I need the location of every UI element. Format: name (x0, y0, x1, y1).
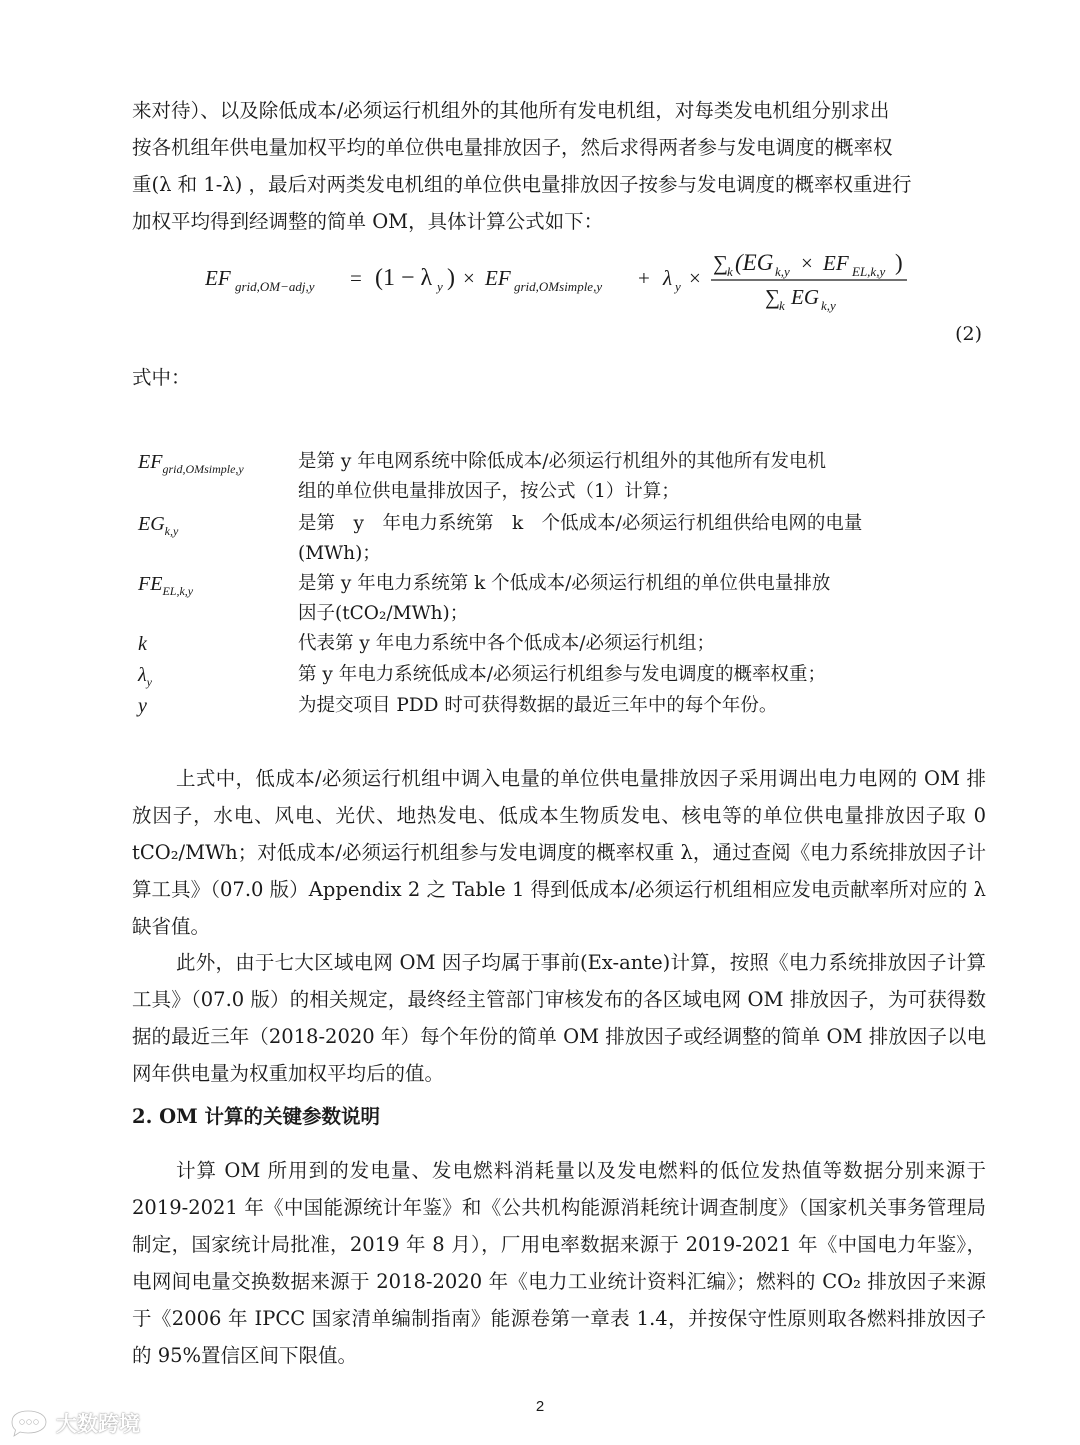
section-title: 2. OM 计算的关键参数说明 (132, 1105, 381, 1128)
formula-lambda: λ (663, 266, 673, 290)
formula-den-eg: EG (791, 285, 819, 309)
formula-den-eg-sub: k,y (821, 298, 836, 313)
intro-paragraph (132, 92, 986, 240)
formula-paren-close: ) (447, 265, 455, 291)
definition-row (138, 660, 928, 691)
definition-row (138, 691, 928, 722)
where-label: 式中： (132, 366, 191, 389)
formula-paren-sub: y (437, 279, 443, 294)
paragraph-1: 上式中，低成本/必须运行机组中调入电量的单位供电量排放因子采用调出电力电网的 OM 排放因子，水电、风电、光伏、地热发电、低成本生物质发电、核电等的单位供电量排放因子取 0 tCO₂/MWh；对低成本/必须运行机组参与发电调度的概率权重 λ，通过查阅《电力系统排放因子计算工具》（07.0 版）Appendix 2 之 Table 1 得到低成本/必须运行机组相应发电贡献率所对应的 λ 缺省值。 (132, 767, 986, 938)
formula-num-sum: ∑ (713, 251, 728, 275)
definition-symbol: $EF_{grid,OMsimple,y}$ (138, 451, 244, 476)
watermark (8, 1408, 140, 1438)
definition-symbol: k (138, 633, 147, 655)
intro-line-2: 按各机组年供电量加权平均的单位供电量排放因子，然后求得两者参与发电调度的概率权 (132, 136, 893, 159)
formula-ef: EF (485, 266, 511, 290)
formula-num-eg-sub: k,y (775, 264, 790, 279)
formula-lambda-sub: y (675, 279, 681, 294)
definition-symbol: y (138, 695, 147, 717)
paragraph-2: 此外，由于七大区域电网 OM 因子均属于事前(Ex-ante)计算，按照《电力系统排放因子计算工具》（07.0 版）的相关规定，最终经主管部门审核发布的各区域电网 OM 排放因子，为可获得数据的最近三年（2018-2020 年）每个年份的简单 OM 排放因子或经调整的简单 OM 排放因子以电网年供电量为权重加权平均后的值。 (132, 951, 986, 1085)
definition-text: 为提交项目 PDD 时可获得数据的最近三年中的每个年份。 (298, 695, 778, 716)
definition-row (138, 509, 928, 569)
formula-lhs: EF (205, 266, 231, 290)
definitions-list (138, 447, 928, 722)
formula-den-sum-sub: k (779, 298, 785, 313)
formula-times-1: × (463, 266, 475, 290)
definition-symbol: $EG_{k,y}$ (138, 513, 179, 538)
watermark-text: 大数跨境 (56, 1412, 140, 1436)
chat-bubble-logo-icon (8, 1408, 52, 1438)
formula-times-2: × (689, 266, 701, 290)
formula-num-body: (EG (735, 250, 774, 275)
definition-row (138, 447, 928, 509)
definition-text: 代表第 y 年电力系统中各个低成本/必须运行机组； (298, 633, 715, 654)
definition-text: 是第 y 年电网系统中除低成本/必须运行机组外的其他所有发电机 组的单位供电量排放因子，按公式（1）计算； (298, 451, 826, 502)
formula-plus: + (638, 266, 650, 290)
formula-num-sum-sub: k (727, 264, 733, 279)
paragraph-3: 计算 OM 所用到的发电量、发电燃料消耗量以及发电燃料的低位发热值等数据分别来源于 2019-2021 年《中国能源统计年鉴》和《公共机构能源消耗统计调查制度》（国家机关事务管理局制定，国家统计局批准，2019 年 8 月），厂用电率数据来源于 2019-2021 年《中国电力年鉴》，电网间电量交换数据来源于 2018-2020 年《电力工业统计资料汇编》；燃料的 CO₂ 排放因子来源于《2006 年 IPCC 国家清单编制指南》能源卷第一章表 1.4，并按保守性原则取各燃料排放因子的 95%置信区间下限值。 (132, 1159, 986, 1367)
formula-paren: (1 − λ (375, 265, 433, 291)
intro-line-4: 加权平均得到经调整的简单 OM，具体计算公式如下： (132, 210, 604, 233)
formula-num-close: ) (895, 250, 903, 275)
formula-equals: = (350, 266, 362, 290)
page-number: 2 (535, 1398, 545, 1415)
formula-lhs-sub: grid,OM−adj,y (235, 279, 315, 294)
definition-text: 是第 y 年电力系统第 k 个低成本/必须运行机组的单位供电量排放 因子(tCO₂/MWh)； (298, 573, 831, 624)
intro-line-1: 来对待）、以及除低成本/必须运行机组外的其他所有发电机组，对每类发电机组分别求出 (132, 99, 890, 122)
formula-num-ef-sub: EL,k,y (852, 264, 886, 279)
definition-row (138, 569, 928, 629)
definition-text: 第 y 年电力系统低成本/必须运行机组参与发电调度的概率权重； (298, 664, 826, 685)
formula-ef-sub: grid,OMsimple,y (514, 279, 603, 294)
definition-row (138, 629, 928, 660)
formula-num-times: × (801, 251, 813, 275)
equation-number: (2) (955, 323, 982, 345)
formula-2 (205, 236, 935, 316)
definition-text: 是第 y 年电力系统第 k 个低成本/必须运行机组供给电网的电量 (MWh)； (298, 513, 863, 564)
formula-num-ef: EF (823, 251, 849, 275)
definition-symbol: $\lambda_y$ (138, 664, 152, 689)
definition-symbol: $FE_{EL,k,y}$ (138, 573, 194, 598)
intro-line-3: 重(λ 和 1-λ) ，最后对两类发电机组的单位供电量排放因子按参与发电调度的概率权重进行 (132, 173, 912, 196)
formula-den-sum: ∑ (765, 285, 780, 309)
